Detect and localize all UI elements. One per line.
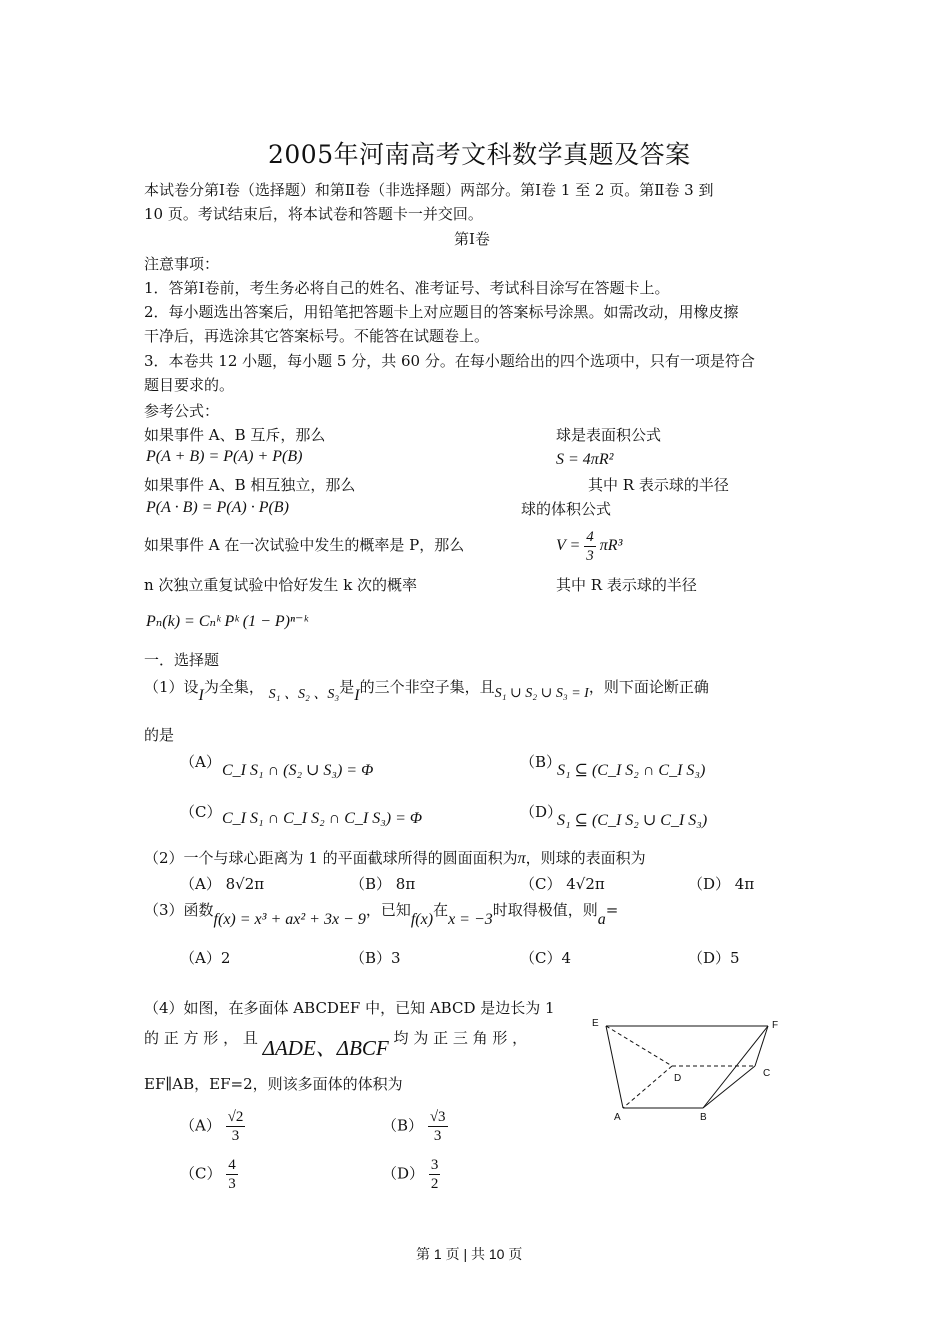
polyhedron-figure <box>588 1014 788 1124</box>
formula-label-2: 如果事件 A、B 相互独立，那么 <box>144 476 356 494</box>
q1-option-b: S₁ ⊆ (C_I S₂ ∩ C_I S₃) <box>557 762 706 779</box>
note-2b: 干净后，再选涂其它答案标号。不能答在试题卷上。 <box>144 327 490 345</box>
formula-2: P(A · B) = P(A) · P(B) <box>146 499 289 516</box>
vertex-label-a: A <box>614 1112 621 1123</box>
vertex-label-e: E <box>592 1018 599 1029</box>
radius-note-1: 其中 R 表示球的半径 <box>588 476 729 494</box>
q1-option-a: C_I S₁ ∩ (S₂ ∪ S₃) = Φ <box>222 762 374 779</box>
edge-bf <box>703 1026 771 1108</box>
q3-option-a: （A）2 <box>180 949 231 967</box>
q1-option-b-label: （B） <box>520 753 562 771</box>
edge-ed-hidden <box>606 1026 672 1066</box>
q2-option-c: （C） 4√2π <box>520 875 605 893</box>
note-3a: 3．本卷共 12 小题，每小题 5 分，共 60 分。在每小题给出的四个选项中，只有一项是符合 <box>144 352 755 370</box>
q2-option-a: （A） 8√2π <box>180 875 265 893</box>
formula-label-1: 如果事件 A、B 互斥，那么 <box>144 426 326 444</box>
intro-line-1: 本试卷分第Ⅰ卷（选择题）和第Ⅱ卷（非选择题）两部分。第Ⅰ卷 1 至 2 页。第Ⅱ卷 3 到 <box>144 181 714 199</box>
q1-option-d-label: （D） <box>520 803 563 821</box>
formula-label-3: 如果事件 A 在一次试验中发生的概率是 P，那么 <box>144 536 465 554</box>
edge-ea <box>606 1026 623 1108</box>
q3-option-b: （B）3 <box>350 949 401 967</box>
note-1: 1．答第Ⅰ卷前，考生务必将自己的姓名、准考证号、考试科目涂写在答题卡上。 <box>144 279 670 297</box>
note-2a: 2．每小题选出答案后，用铅笔把答题卡上对应题目的答案标号涂黑。如需改动，用橡皮擦 <box>144 303 739 321</box>
q4-line-1: （4）如图，在多面体 ABCDEF 中，已知 ABCD 是边长为 1 <box>144 999 555 1017</box>
q4-option-c: （C） $\frac{4}{3}$ <box>180 1157 236 1192</box>
q4-option-a: （A） $\frac{√2}{3}$ <box>180 1109 244 1144</box>
formulas-heading: 参考公式： <box>144 402 220 420</box>
vertex-label-f: F <box>772 1020 779 1031</box>
q2-option-d: （D） 4π <box>688 875 755 893</box>
q1-stem: （1）设I为全集， S₁ 、S₂ 、S₃是I的三个非空子集，且S₁ ∪ S₂ ∪ S₃ = I，则下面论断正确 <box>144 678 709 704</box>
q4-line-3: EF∥AB，EF=2，则该多面体的体积为 <box>144 1075 403 1093</box>
edge-da-hidden <box>623 1066 672 1108</box>
q1-option-c-label: （C） <box>180 803 222 821</box>
intro-line-2: 10 页。考试结束后，将本试卷和答题卡一并交回。 <box>144 205 483 223</box>
formula-4: Pₙ(k) = Cₙᵏ Pᵏ (1 − P)ⁿ⁻ᵏ <box>146 613 308 630</box>
q3-stem: （3）函数f(x) = x³ + ax² + 3x − 9，已知f(x)在x = −3时取得极值，则a= <box>144 901 619 928</box>
section-heading: 第Ⅰ卷 <box>454 230 490 248</box>
note-3b: 题目要求的。 <box>144 376 235 394</box>
q3-option-c: （C）4 <box>520 949 572 967</box>
q2-stem: （2）一个与球心距离为 1 的平面截球所得的圆面面积为π，则球的表面积为 <box>144 849 646 867</box>
vertex-label-b: B <box>700 1112 707 1123</box>
radius-note-2: 其中 R 表示球的半径 <box>556 576 697 594</box>
notes-heading: 注意事项： <box>144 255 220 273</box>
page-title: 2005年河南高考文科数学真题及答案 <box>268 140 691 169</box>
part1-heading: 一．选择题 <box>144 651 220 669</box>
vertex-label-c: C <box>763 1068 771 1079</box>
edge-bc <box>703 1066 755 1108</box>
q3-option-d: （D）5 <box>688 949 740 967</box>
q2-option-b: （B） 8π <box>350 875 416 893</box>
formula-label-4: n 次独立重复试验中恰好发生 k 次的概率 <box>144 576 418 594</box>
edge-cf <box>755 1026 768 1066</box>
q1-option-a-label: （A） <box>180 753 221 771</box>
sphere-area-formula: S = 4πR² <box>556 451 614 468</box>
q4-option-d: （D） $\frac{3}{2}$ <box>382 1157 439 1192</box>
q1-stem-2: 的是 <box>144 726 175 744</box>
q1-option-d: S₁ ⊆ (C_I S₂ ∪ C_I S₃) <box>557 812 708 829</box>
page-footer: 第 1 页 | 共 10 页 <box>416 1246 523 1262</box>
q1-option-c: C_I S₁ ∩ C_I S₂ ∩ C_I S₃) = Φ <box>222 810 423 827</box>
vertex-label-d: D <box>674 1073 682 1084</box>
sphere-area-label: 球是表面积公式 <box>556 426 662 444</box>
sphere-volume-label: 球的体积公式 <box>521 500 612 518</box>
formula-1: P(A + B) = P(A) + P(B) <box>146 448 303 465</box>
volume-fraction: $\frac{4}{3}$ <box>586 529 594 564</box>
q4-option-b: （B） $\frac{√3}{3}$ <box>382 1109 446 1144</box>
q4-line-2: 的 正 方 形 ， 且 ΔADE、ΔBCF 均 为 正 三 角 形 ， <box>144 1029 528 1060</box>
sphere-volume-formula: V = $\frac{4}{3}$ πR³ <box>556 529 623 564</box>
